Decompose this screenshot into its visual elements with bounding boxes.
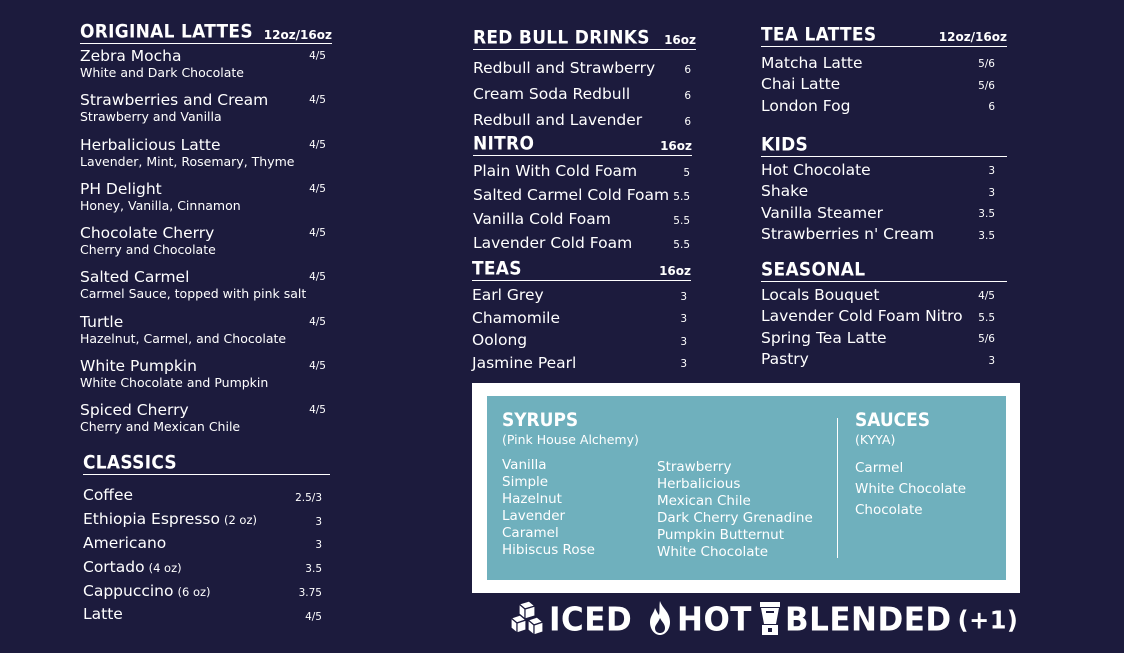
- item-price: 3: [988, 186, 995, 199]
- ice-cubes-icon: [509, 600, 545, 640]
- item-price: 6: [684, 115, 691, 128]
- addon-item: Chocolate: [855, 502, 923, 518]
- item-note: (4 oz): [148, 560, 182, 575]
- menu-item: [80, 180, 332, 224]
- item-price: 3: [680, 290, 687, 303]
- item-price: 4/5: [309, 138, 326, 151]
- item-name: Strawberries and Cream: [80, 91, 269, 110]
- menu-item: [473, 159, 692, 183]
- menu-item: [80, 136, 332, 180]
- item-text: [83, 605, 127, 624]
- item-name: Earl Grey: [472, 286, 544, 305]
- item-name: Cream Soda Redbull: [473, 85, 631, 103]
- item-price: 4/5: [309, 94, 326, 107]
- item-price: 3.5: [978, 229, 995, 242]
- item-text: [83, 486, 137, 505]
- menu-item: [80, 401, 332, 445]
- item-name: Shake: [761, 182, 809, 201]
- flame-icon: [647, 600, 673, 640]
- addons-panel: [487, 396, 1006, 580]
- item-text: [80, 357, 268, 390]
- section-title: NITRO: [473, 133, 535, 155]
- sauces-subtitle: (KYYA): [855, 432, 896, 447]
- item-price: 5.5: [673, 214, 690, 227]
- addon-item: Lavender: [502, 508, 566, 524]
- menu-item: [473, 107, 696, 133]
- kids-header: [761, 135, 1007, 157]
- item-price: 6: [684, 89, 691, 102]
- section-size: 12oz/16oz: [938, 30, 1007, 44]
- addon-item: Strawberry: [657, 459, 732, 475]
- item-price: 3: [988, 165, 995, 178]
- menu-item: [472, 284, 691, 307]
- legend-iced: [509, 600, 632, 640]
- item-text: [80, 47, 244, 80]
- addon-item: Pumpkin Butternut: [657, 527, 785, 543]
- menu-item: [83, 484, 330, 508]
- item-description: Hazelnut, Carmel, and Chocolate: [80, 330, 287, 346]
- item-description: White and Dark Chocolate: [80, 65, 244, 80]
- nitro-section: [473, 134, 692, 255]
- seasonal-section: [761, 260, 1007, 370]
- item-price: 5.5: [673, 238, 690, 251]
- classics-header: [83, 453, 330, 475]
- kids-section: [761, 135, 1007, 245]
- menu-item: [472, 307, 691, 330]
- item-text: [80, 91, 268, 124]
- item-price: 3.5: [978, 208, 995, 221]
- item-name: Cappuccino: [83, 581, 174, 600]
- item-name: Hot Chocolate: [761, 160, 871, 179]
- item-name: Salted Carmel Cold Foam: [473, 186, 670, 204]
- item-note: (2 oz): [223, 513, 257, 528]
- menu-item: [83, 555, 330, 579]
- addon-item: Dark Cherry Grenadine: [657, 510, 813, 526]
- legend-blended-extra: (+1): [957, 605, 1019, 635]
- legend-blended: [759, 600, 1018, 640]
- addon-item: White Chocolate: [855, 481, 967, 497]
- legend-hot: [647, 600, 752, 640]
- section-title: TEAS: [472, 258, 522, 280]
- item-description: Cherry and Mexican Chile: [80, 419, 241, 435]
- item-name: Lavender Cold Foam Nitro: [761, 307, 963, 326]
- menu-item: [80, 268, 332, 312]
- section-title: TEA LATTES: [761, 24, 877, 46]
- addon-item: White Chocolate: [657, 544, 769, 560]
- item-name: Americano: [83, 533, 167, 552]
- menu-item: [83, 532, 330, 556]
- menu-item: [80, 47, 332, 91]
- red-bull-header: [473, 28, 696, 50]
- legend-iced-label: ICED: [549, 601, 633, 639]
- item-price: 3.5: [305, 563, 322, 576]
- menu-item: [83, 603, 330, 627]
- seasonal-header: [761, 260, 1007, 282]
- menu-item: [761, 202, 1007, 224]
- item-text: [80, 224, 216, 257]
- section-title: CLASSICS: [83, 452, 177, 474]
- menu-item: [83, 579, 330, 603]
- item-price: 4/5: [305, 610, 322, 623]
- item-text: [80, 268, 306, 301]
- item-name: Ethiopia Espresso: [83, 510, 220, 529]
- menu-item: [473, 81, 696, 107]
- item-price: 5: [683, 166, 690, 179]
- item-price: 5/6: [978, 79, 995, 92]
- section-size: 16oz: [664, 33, 696, 47]
- item-name: Vanilla Cold Foam: [473, 210, 611, 228]
- item-price: 4/5: [309, 360, 326, 373]
- menu-item: [761, 52, 1007, 74]
- section-title: KIDS: [761, 134, 809, 156]
- menu-item: [761, 74, 1007, 96]
- syrups-title: SYRUPS: [502, 410, 579, 432]
- item-name: Pastry: [761, 350, 809, 369]
- original-lattes-section: [80, 22, 332, 446]
- item-price: 5/6: [978, 58, 995, 71]
- legend-blended-label: BLENDED: [785, 601, 952, 639]
- menu-item: [80, 224, 332, 268]
- menu-item: [761, 306, 1007, 328]
- item-text: [80, 136, 295, 169]
- item-note: (6 oz): [177, 584, 211, 599]
- item-price: 4/5: [309, 315, 326, 328]
- item-price: 6: [684, 63, 691, 76]
- item-description: Cherry and Chocolate: [80, 242, 216, 258]
- menu-item: [83, 508, 330, 532]
- item-price: 2.5/3: [295, 491, 322, 504]
- item-name: Coffee: [83, 486, 134, 505]
- section-size: 12oz/16oz: [263, 28, 332, 42]
- menu-item: [80, 91, 332, 135]
- legend-hot-label: HOT: [677, 601, 752, 639]
- item-price: 4/5: [309, 227, 326, 240]
- item-price: 4/5: [978, 290, 995, 303]
- item-text: [80, 180, 241, 213]
- item-price: 3: [680, 358, 687, 371]
- menu-item: [80, 313, 332, 357]
- addon-item: Mexican Chile: [657, 493, 751, 509]
- addon-item: Hazelnut: [502, 491, 562, 507]
- menu-item: [472, 352, 691, 375]
- menu-item: [761, 224, 1007, 246]
- menu-item: [473, 207, 692, 231]
- menu-item: [761, 284, 1007, 306]
- item-name: London Fog: [761, 96, 851, 115]
- menu-item: [473, 183, 692, 207]
- item-name: Spiced Cherry: [80, 401, 189, 420]
- item-name: Lavender Cold Foam: [473, 234, 633, 252]
- addon-item: Simple: [502, 474, 549, 490]
- item-text: [83, 558, 182, 577]
- item-price: 4/5: [309, 404, 326, 417]
- classics-section: [83, 453, 330, 627]
- item-text: [83, 534, 170, 553]
- item-name: Turtle: [80, 312, 124, 331]
- item-price: 4/5: [309, 271, 326, 284]
- item-price: 6: [988, 101, 995, 114]
- red-bull-section: [473, 28, 696, 133]
- item-text: [80, 313, 286, 346]
- item-name: Chamomile: [472, 308, 560, 327]
- item-description: Lavender, Mint, Rosemary, Thyme: [80, 153, 295, 169]
- item-name: Zebra Mocha: [80, 47, 182, 65]
- item-name: Herbalicious Latte: [80, 135, 221, 154]
- item-name: Plain With Cold Foam: [473, 162, 638, 180]
- item-text: [80, 401, 240, 434]
- tea-lattes-header: [761, 25, 1007, 47]
- item-price: 3: [315, 515, 322, 528]
- nitro-header: [473, 134, 692, 156]
- tea-lattes-section: [761, 25, 1007, 117]
- item-name: PH Delight: [80, 179, 162, 198]
- menu-item: [473, 231, 692, 255]
- item-name: Salted Carmel: [80, 268, 190, 287]
- addon-item: Caramel: [502, 525, 559, 541]
- item-price: 5.5: [978, 311, 995, 324]
- item-price: 3: [315, 539, 322, 552]
- item-price: 3: [988, 354, 995, 367]
- menu-item: [761, 95, 1007, 117]
- menu-item: [761, 181, 1007, 203]
- sauces-title: SAUCES: [855, 410, 931, 432]
- menu-item: [761, 327, 1007, 349]
- item-name: Chai Latte: [761, 75, 841, 94]
- syrups-subtitle: (Pink House Alchemy): [502, 432, 639, 447]
- section-title: ORIGINAL LATTES: [80, 21, 253, 43]
- addon-item: Hibiscus Rose: [502, 542, 595, 558]
- item-name: Strawberries n' Cream: [761, 225, 935, 244]
- section-title: SEASONAL: [761, 259, 866, 281]
- item-price: 4/5: [309, 50, 326, 62]
- section-size: 16oz: [660, 139, 692, 153]
- item-description: Strawberry and Vanilla: [80, 109, 222, 125]
- item-description: White Chocolate and Pumpkin: [80, 375, 269, 391]
- item-price: 3: [680, 335, 687, 348]
- item-name: Oolong: [472, 331, 528, 350]
- addon-item: Carmel: [855, 460, 904, 476]
- addon-item: Vanilla: [502, 457, 547, 473]
- item-text: [83, 510, 257, 529]
- item-price: 5.5: [673, 190, 690, 203]
- section-title: RED BULL DRINKS: [473, 27, 650, 49]
- item-price: 4/5: [309, 182, 326, 195]
- item-text: [83, 582, 211, 601]
- item-name: Locals Bouquet: [761, 285, 880, 304]
- item-name: Latte: [83, 605, 123, 624]
- item-name: Chocolate Cherry: [80, 224, 215, 243]
- item-name: White Pumpkin: [80, 357, 197, 376]
- teas-header: [472, 259, 691, 281]
- section-size: 16oz: [659, 264, 691, 278]
- item-name: Spring Tea Latte: [761, 328, 887, 347]
- blender-icon: [759, 600, 781, 640]
- item-price: 3: [680, 313, 687, 326]
- item-name: Vanilla Steamer: [761, 203, 884, 222]
- menu-item: [761, 159, 1007, 181]
- menu-item: [472, 329, 691, 352]
- teas-section: [472, 259, 691, 374]
- menu-item: [761, 349, 1007, 371]
- item-description: Carmel Sauce, topped with pink salt: [80, 286, 307, 302]
- addons-box: [472, 383, 1020, 593]
- item-name: Jasmine Pearl: [472, 353, 577, 372]
- item-description: Honey, Vanilla, Cinnamon: [80, 197, 241, 213]
- addons-divider: [837, 418, 838, 558]
- original-lattes-header: [80, 22, 332, 44]
- menu-item: [80, 357, 332, 401]
- item-name: Redbull and Strawberry: [473, 59, 656, 77]
- item-name: Redbull and Lavender: [473, 111, 643, 129]
- menu-item: [473, 55, 696, 81]
- item-price: 3.75: [298, 587, 322, 600]
- item-price: 5/6: [978, 333, 995, 346]
- addon-item: Herbalicious: [657, 476, 741, 492]
- item-name: Cortado: [83, 557, 145, 576]
- item-name: Matcha Latte: [761, 53, 863, 72]
